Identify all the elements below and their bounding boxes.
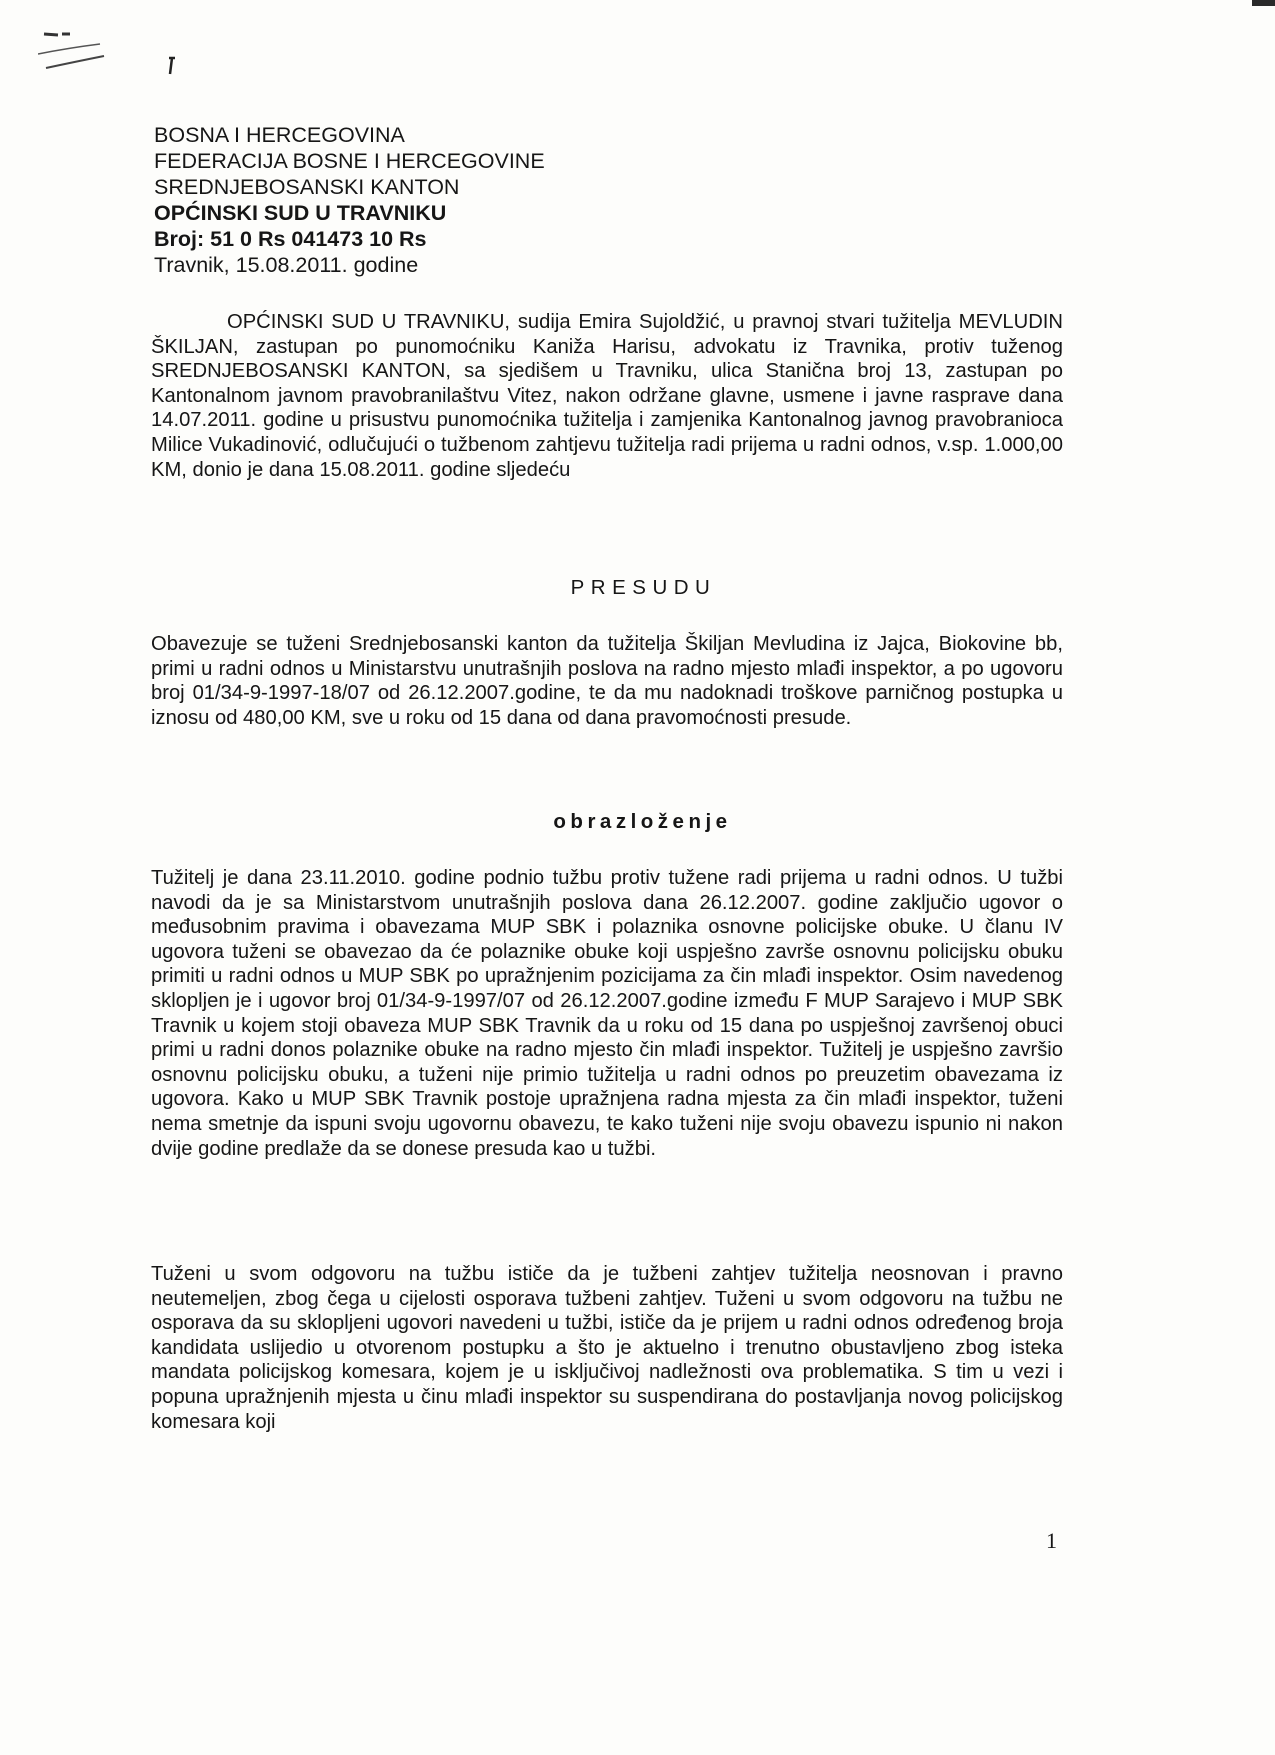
reasoning-section-1 bbox=[151, 866, 1063, 1161]
reasoning-paragraph: Tuženi u svom odgovoru na tužbu ističe da je tužbeni zahtjev tužitelja neosnovan i pravno neutemeljen, zbog čega u cijelosti osporava tužbeni zahtjev. Tuženi u svom odgovoru na tužbu ne osporava da su sklopljeni ugovori navedeni u tužbi, ističe da je prijem u radni odnos određenog broja kandidata uslijedio u otvorenom postupku a što je aktuelno i trenutno obustavljeno zbog isteka mandata policijskog komesara, kojem je u isključivoj nadležnosti ova problematika. S tim u vezi i popuna upražnjenih mjesta u činu mlađi inspektor su suspendirana do postavljanja novog policijskog komesara koji bbox=[151, 1263, 1063, 1433]
document-header bbox=[154, 122, 545, 278]
verdict-title: PRESUDU bbox=[570, 576, 717, 599]
reasoning-paragraph: Tužitelj je dana 23.11.2010. godine podnio tužbu protiv tužene radi prijema u radni odnos. U tužbi navodi da je sa Ministarstvom unutrašnjih poslova dana 26.12.2007. godine zaključio ugovor o međusobnim pravima i obavezama MUP SBK i polaznika osnovne policijske obuke. U članu IV ugovora tuženi se obavezao da će polaznike obuke koji uspješno završe osnovnu policijsku obuku primiti u radni odnos u MUP SBK po upražnjenim pozicijama za čin mlađi inspektor. Osim navedenog sklopljen je i ugovor broj 01/34-9-1997/07 od 26.12.2007.godine između F MUP Sarajevo i MUP SBK Travnik u kojem stoji obaveza MUP SBK Travnik da u roku od 15 dana po uspješnoj završenoj obuci primi u radni donos polaznike obuke na radno mjesto čin mlađi inspektor. Tužitelj je uspješno završio osnovnu policijsku obuku, a tuženi nije primio tužitelja u radni odnos po preuzetim obavezama iz ugovora. Kako u MUP SBK Travnik postoje upražnjena radna mjesta za čin mlađi inspektor, tuženi nema smetnje da ispuni svoju ugovornu obavezu, te kako tuženi nije svoju obavezu ispunio ni nakon dvije godine predlaže da se donese presuda kao u tužbi. bbox=[151, 867, 1063, 1160]
scan-artifact-mark bbox=[166, 56, 178, 76]
header-country: BOSNA I HERCEGOVINA bbox=[154, 123, 405, 147]
intro-section bbox=[151, 310, 1063, 482]
ruling-section bbox=[151, 632, 1063, 730]
header-place-date: Travnik, 15.08.2011. godine bbox=[154, 253, 419, 277]
reasoning-title: obrazloženje bbox=[553, 810, 732, 833]
scan-artifact-mark bbox=[1252, 0, 1275, 14]
header-federation: FEDERACIJA BOSNE I HERCEGOVINE bbox=[154, 149, 545, 173]
intro-paragraph: OPĆINSKI SUD U TRAVNIKU, sudija Emira Sujoldžić, u pravnoj stvari tužitelja MEVLUDIN ŠKILJAN, zastupan po punomoćniku Kaniža Harisu, advokatu iz Travnika, protiv tuženog SREDNJEBOSANSKI KANTON, sa sjedišem u Travniku, ulica Stanična broj 13, zastupan po Kantonalnom javnom pravobranilaštvu Vitez, nakon održane glavne, usmene i javne rasprave dana 14.07.2011. godine u prisustvu punomoćnika tužitelja i zamjenika Kantonalnog javnog pravobranioca Milice Vukadinović, odlučujući o tužbenom zahtjevu tužitelja radi prijema u radni odnos, v.sp. 1.000,00 KM, donio je dana 15.08.2011. godine sljedeću bbox=[151, 311, 1063, 481]
header-court: OPĆINSKI SUD U TRAVNIKU bbox=[154, 201, 447, 225]
header-case-number: Broj: 51 0 Rs 041473 10 Rs bbox=[154, 227, 427, 251]
reasoning-section-2 bbox=[151, 1262, 1063, 1434]
ruling-paragraph: Obavezuje se tuženi Srednjebosanski kanton da tužitelja Škiljan Mevludina iz Jajca, Biokovine bb, primi u radni odnos u Ministarstvu unutrašnjih poslova na radno mjesto mlađi inspektor, a po ugovoru broj 01/34-9-1997-18/07 od 26.12.2007.godine, te da mu nadoknadi troškove parničnog postupka u iznosu od 480,00 KM, sve u roku od 15 dana od dana pravomoćnosti presude. bbox=[151, 633, 1063, 729]
scan-artifact-mark bbox=[38, 28, 108, 72]
header-canton: SREDNJEBOSANSKI KANTON bbox=[154, 175, 460, 199]
page-number: 1 bbox=[1046, 1528, 1057, 1553]
